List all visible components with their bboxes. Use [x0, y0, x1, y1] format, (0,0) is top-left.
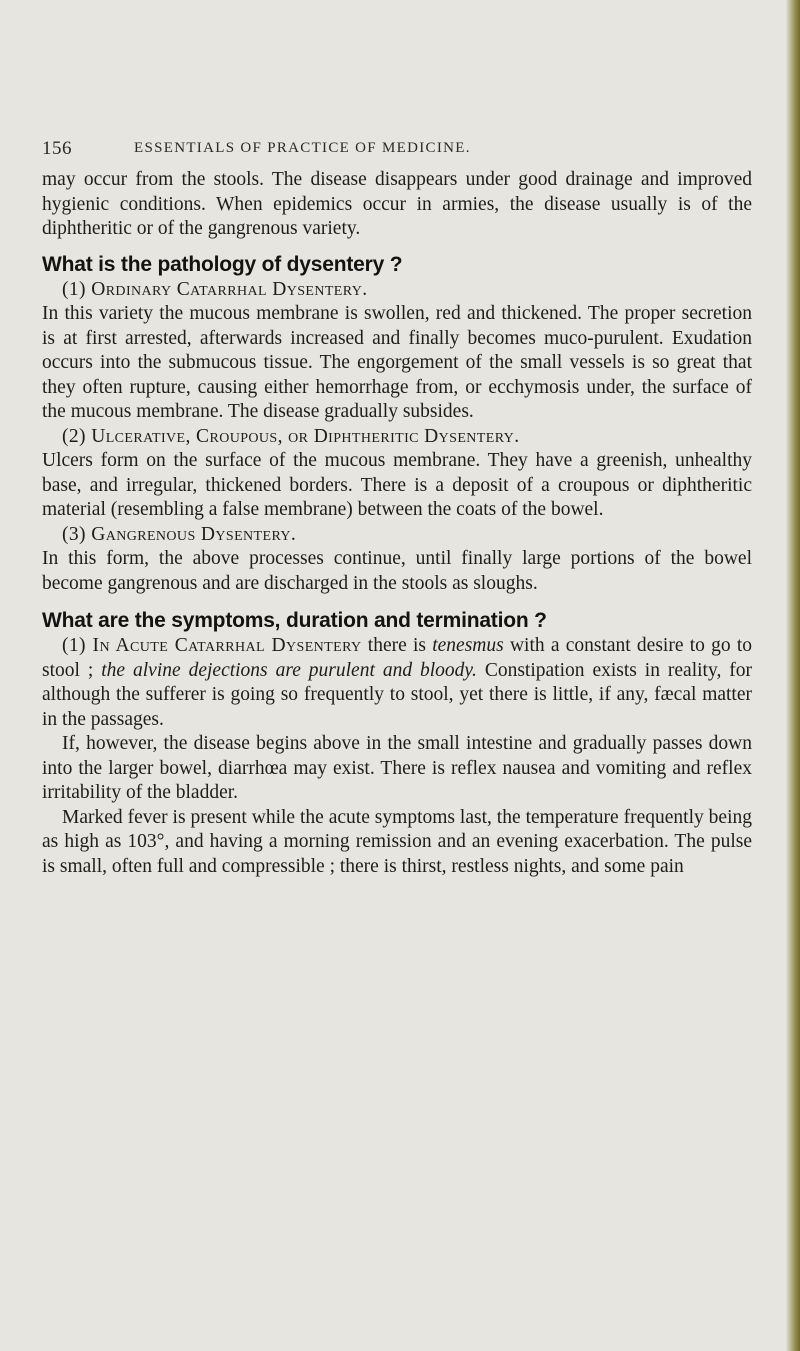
page-edge — [786, 0, 800, 1351]
symptoms-paragraph-acute — [42, 634, 752, 732]
symptoms-paragraph-diarrhoea: If, however, the disease begins above in the small intestine and gradually passes down into the larger bowel, diarrhœa may exist. There is reflex nausea and vomiting and reflex irritability of the bladder. — [42, 733, 752, 803]
running-head — [42, 138, 782, 162]
body-text — [42, 168, 752, 879]
acute-catarrhal-lead: (1) In Acute Catarrhal Dysentery — [62, 635, 362, 656]
running-head-title: ESSENTIALS OF PRACTICE OF MEDICINE. — [134, 140, 471, 156]
section-text-gangrenous: In this form, the above processes continue, until finally large portions of the bowel become gangrenous and are discharged in the stools as sloughs. — [42, 548, 752, 594]
question-pathology: What is the pathology of dysentery ? — [42, 252, 403, 276]
section-heading-catarrhal: (1) Ordinary Catarrhal Dysentery. — [62, 278, 368, 300]
symptoms-text: with a constant desire to go to stool ; — [42, 635, 752, 681]
alvine-dejections-phrase: the alvine dejections are purulent and bloody. — [101, 659, 477, 681]
symptoms-text: Constipation exists in reality, for although the sufferer is going so frequently to stool, yet there is little, if any, fæcal matter in the passages. — [42, 659, 753, 730]
section-heading-ulcerative: (2) Ulcerative, Croupous, or Diphtheritic Dysentery. — [62, 425, 520, 447]
spacer — [42, 596, 752, 608]
symptoms-text: there is — [361, 635, 433, 656]
section-text-ulcerative: Ulcers form on the surface of the mucous membrane. They have a greenish, unhealthy base, and irregular, thickened borders. There is a deposit of a croupous or diphtheritic material (resembling a false membrane) between the coats of the bowel. — [42, 450, 752, 520]
spacer — [42, 242, 752, 252]
symptoms-paragraph-fever: Marked fever is present while the acute symptoms last, the temperature frequently being as high as 103°, and having a morning remission and an evening exacerbation. The pulse is small, often full and compressible ; there is thirst, restless nights, and some pain — [42, 806, 752, 877]
page-number: 156 — [42, 138, 72, 159]
question-symptoms: What are the symptoms, duration and termination ? — [42, 609, 547, 632]
intro-paragraph: may occur from the stools. The disease disappears under good drainage and improved hygienic conditions. When epidemics occur in armies, the disease usually is of the diphtheritic or of the gangrenous variety. — [42, 169, 752, 239]
tenesmus-term: tenesmus — [432, 635, 504, 656]
section-text-catarrhal: In this variety the mucous membrane is swollen, red and thickened. The proper secretion is at first arrested, afterwards increased and finally becomes muco-purulent. Exudation occurs into the submucous tissue. The engorgement of the small vessels is so great that they often rupture, causing either hemorrhage from, or ecchymosis under, the surface of the mucous membrane. The disease gradually subsides. — [42, 303, 752, 422]
section-heading-gangrenous: (3) Gangrenous Dysentery. — [62, 523, 297, 545]
